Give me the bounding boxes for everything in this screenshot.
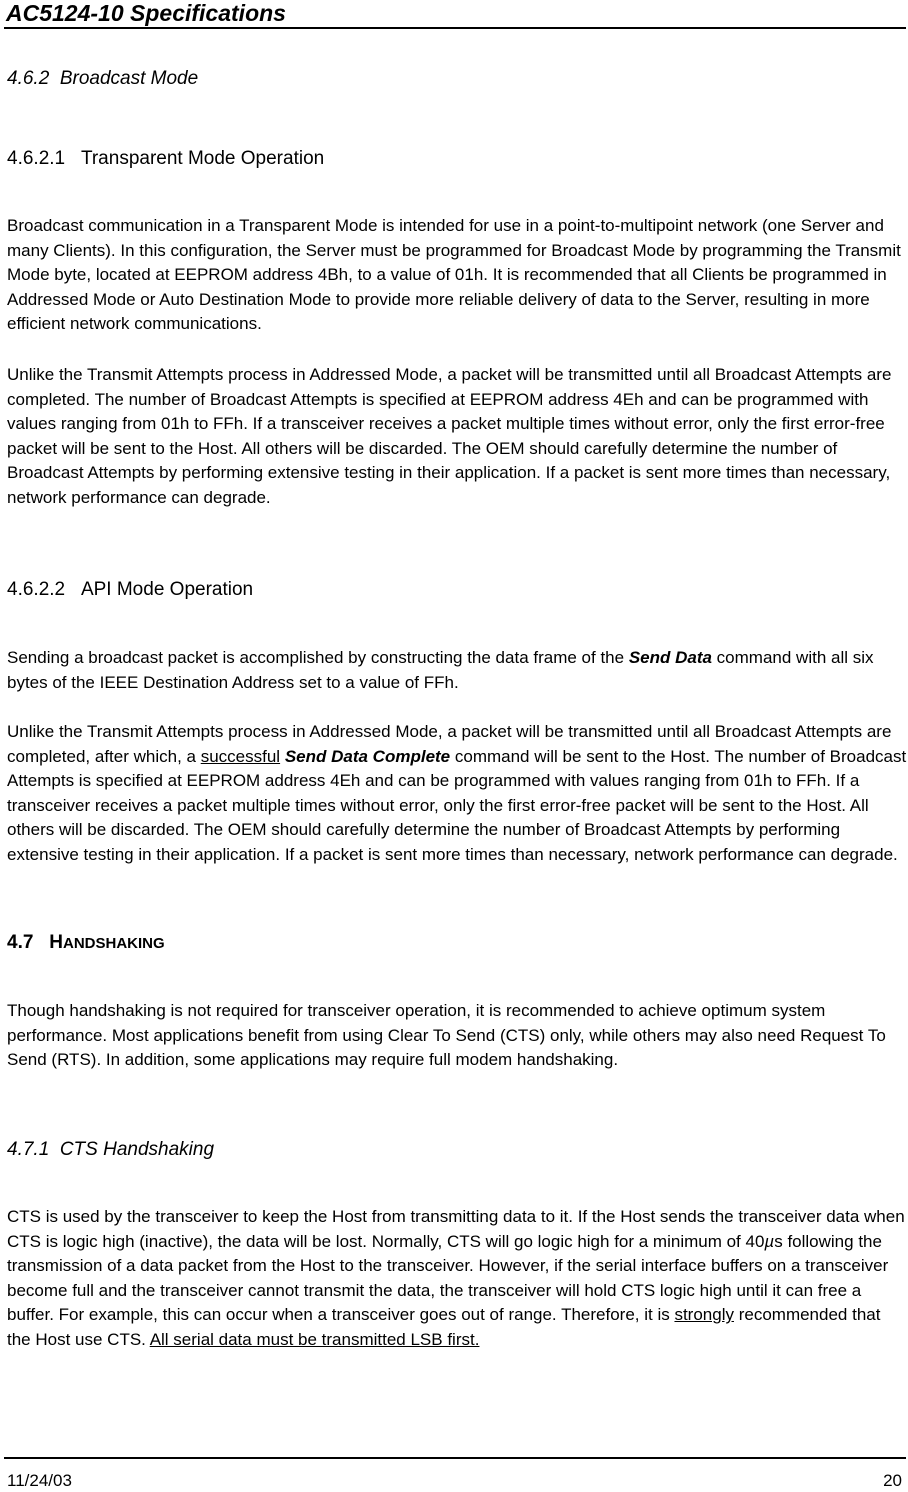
paragraph-api-1 xyxy=(7,646,907,695)
text-run: command with all six bytes of the IEEE Destination Address set to a value of FFh. xyxy=(7,648,874,692)
heading-4-7 xyxy=(7,932,165,954)
section-number: 4.7 xyxy=(7,932,34,953)
text-run: command will be sent to the Host. The number of Broadcast Attempts is specified at EEPROM address 4Eh and can be programmed with values ranging from 01h to FFh. If a transceiver receives a packet multiple times without error, only the first error-free packet will be sent to the Host. All others will be discarded. The OEM should carefully determine the number of Broadcast Attempts by performing extensive testing in their application. If a packet is sent more times than necessary, network performance can degrade. xyxy=(7,746,907,864)
section-title: Transparent Mode Operation xyxy=(80,148,325,169)
section-number: 4.6.2 xyxy=(7,68,50,89)
command-name-send-data-complete: Send Data Complete xyxy=(284,746,451,766)
underlined-successful: successful xyxy=(200,746,281,766)
section-title-cap: H xyxy=(49,932,63,953)
text-run: s following the transmission of a data packet from the Host to the transceiver. However, if the serial interface buffers on a transceiver become full and the transceiver cannot transmit the data, the transceiver will hold CTS logic high until it can free a buffer. For example, this can occur when a transceiver goes out of range. Therefore, it is xyxy=(7,1231,889,1325)
text-run: CTS is used by the transceiver to keep the Host from transmitting data to it. If the Host sends the transceiver data when CTS is logic high (inactive), the data will be lost. Normally, CTS will go logic high for a minimum of 40 xyxy=(7,1207,905,1251)
paragraph-api-2 xyxy=(7,720,907,868)
page-number: 20 xyxy=(883,1471,902,1490)
command-name-send-data: Send Data xyxy=(628,648,712,667)
micro-symbol: µ xyxy=(764,1231,775,1251)
heading-4-6-2-1 xyxy=(7,148,324,170)
paragraph-transparent-1: Broadcast communication in a Transparent Mode is intended for use in a point-to-multipoint network (one Server and many Clients). In this configuration, the Server must be programmed for Broadcast Mode by programming the Transmit Mode byte, located at EEPROM address 4Bh, to a value of 01h. It is recommended that all Clients be programmed in Addressed Mode or Auto Destination Mode to provide more reliable delivery of data to the Server, resulting in more efficient network communications. xyxy=(7,216,901,334)
heading-4-6-2 xyxy=(7,68,198,90)
heading-4-7-1 xyxy=(7,1139,214,1161)
paragraph-transparent-2: Unlike the Transmit Attempts process in Addressed Mode, a packet will be transmitted until all Broadcast Attempts are completed. The number of Broadcast Attempts is specified at EEPROM address 4Eh and can be programmed with values ranging from 01h to FFh. If a transceiver receives a packet multiple times without error, only the first error-free packet will be sent to the Host. All others will be discarded. The OEM should carefully determine the number of Broadcast Attempts by performing extensive testing in their application. If a packet is sent more times than necessary, network performance can degrade. xyxy=(7,365,892,507)
footer-divider xyxy=(4,1457,906,1459)
section-title: CTS Handshaking xyxy=(59,1139,215,1160)
text-run: recommended that the Host use CTS. xyxy=(7,1305,881,1349)
section-number: 4.6.2.2 xyxy=(7,579,66,600)
section-title: API Mode Operation xyxy=(80,579,254,600)
document-header-title: AC5124-10 Specifications xyxy=(6,0,286,26)
text-run: Unlike the Transmit Attempts process in Addressed Mode, a packet will be transmitted until all Broadcast Attempts are completed, after which, a xyxy=(7,722,892,766)
section-number: 4.7.1 xyxy=(7,1139,50,1160)
paragraph-handshaking-1: Though handshaking is not required for transceiver operation, it is recommended to achieve optimum system performance. Most applications benefit from using Clear To Send (CTS) only, while others may also need Request To Send (RTS). In addition, some applications may require full modem handshaking. xyxy=(7,1001,886,1070)
header-divider xyxy=(4,27,906,29)
section-title: Broadcast Mode xyxy=(59,68,199,89)
section-title-rest: ANDSHAKING xyxy=(63,935,165,952)
footer-date: 11/24/03 xyxy=(7,1471,72,1490)
section-number: 4.6.2.1 xyxy=(7,148,66,169)
heading-4-6-2-2 xyxy=(7,579,253,601)
paragraph-cts-1 xyxy=(7,1205,907,1353)
text-run: Sending a broadcast packet is accomplished by constructing the data frame of the xyxy=(7,648,629,667)
underlined-lsb-note: All serial data must be transmitted LSB first. xyxy=(149,1329,480,1349)
underlined-strongly: strongly xyxy=(674,1305,734,1325)
